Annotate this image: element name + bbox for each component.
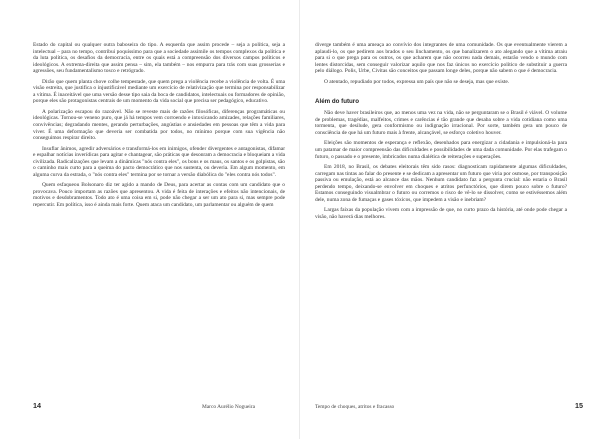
paragraph: Eleições são momentos de esperança e reflexão, desenhados para energizar a cidadania e impulsioná-la para um patamar de maior compreensão das dificuldades e possibilidades de uma dada comunidade. Por elas trafegam o futuro, o passado e o presente, imbricados numa dialética de reiterações e superações. [315,140,567,160]
section-title: Além do futuro [315,98,359,106]
paragraph: Não deve haver brasileiros que, ao menos uma vez na vida, não se perguntaram se o Brasil é viável. O volume de problemas, tragédias, malfeitos, crimes e carências é tão grande que desaba sobre a vida cotidiana como uma tormenta, que desilude, gera conformismo ou indignação irracional. Por sorte, também gera um pouco de consciência de que há um futuro mais à frente, alcançável, se esforço coletivo houver. [315,110,567,136]
paragraph: Quem esfaqueou Bolsonaro diz ter agido a mando de Deus, para acertar as contas com um candidato que o provocava. Pouco importam as razões que apresentou. A vida é feita de interações e efeitos não intencionais, de motivos e desdobramentos. Todo ato é uma coisa em si, pode não chegar a ser um ato para si, mas sempre pode repercutir. Em política, isso é ainda mais forte. Quem ataca um candidato, um parlamentar ou alguém de quem [33,182,285,209]
page-number: 14 [33,401,41,410]
running-head: Tempo de choques, atritos e fracasso [315,404,395,410]
paragraph: O atentado, repudiado por todos, expressa um país que não se deseja, mas que existe. [324,78,510,85]
right-text-column [315,42,567,220]
paragraph: Insuflar ânimos, agredir adversários e transformá-los em inimigos, ofender divergentes e antagonistas, difamar e espalhar notícias inverídicas para agitar e chantagear, são práticas que desonram a democracia e bloqueiam a vida civilizada. Radicalizações que levam a dinâmicas "nós contra eles", os bons e os maus, os santos e os golpistas, são o caminho mais curto para a queima do pacto democrático que nos sustenta, ou deveria. Em algum momento, em alguma curva da estrada, o "nós contra eles" termina por se tornar a versão diabólica do "eles contra nós todos". [33,145,285,178]
paragraph: A polarização escapou do razoável. Não se reveste mais de razões filosóficas, diferenças programáticas ou ideológicas. Tornou-se veneno puro, que já há tempos vem corroendo e intoxicando amizades, relações familiares, convivências; degradando mentes, gerando perturbações, angústias e ansiedades em pessoas que têm a vida para viver. É uma deformação que deveria ser combatida por todos, no mínimo porque com sua vigência não conseguimos respirar direito. [33,108,285,142]
left-text-column [33,42,285,209]
running-head: Marco Aurélio Nogueira [202,404,255,410]
paragraph: diverge também é uma ameaça ao convívio dos integrantes de uma comunidade. Os que eventualmente vierem a aplaudi-lo, os que pedirem aos brados o seu linchamento, os que banalizarem o ato alegando que a vítima atraiu para si o que prega para os outros, os que acharem que não ocorreu nada demais, estarão vendo o mundo com lentes distorcidas, sem conseguir valorizar aquilo que nos faz únicos no exercício político de substituir a guerra pelo diálogo. Polis, Urbe, Civitas são conceitos que passam longe deles, porque não sabem o que é democracia. [315,42,567,75]
paragraph: Dirão que quem planta chove colhe tempestade, que quem prega a violência recebe a violência de volta. É uma visão estreita, que justifica o injustificável mediante um exercício de relativização que termina por responsabilizar a vítima. É inaceitável que uma versão desse tipo saia da boca de candidatos, intelectuais ou formadores de opinião, porque eles são protagonistas centrais de um momento da vida social que precisa ser pedagógico, educativo. [33,78,285,105]
paragraph: Em 2018, no Brasil, os debates eleitorais têm sido rasos: diagnosticam rapidamente algumas dificuldades, carregam nas tintas ao falar do presente e se dedicam a apresentar um futuro que viria por osmose, por transposição passiva ou emulação, está ao alcance das mãos. Nenhum candidato faz a pergunta crucial: não estaria o Brasil perdendo tempo, deixando-se envolver em choques e atritos perfunctórios, que direm pouco sobre o futuro? Estamos conseguindo visualmbrar o futuro ou corremos o risco de vê-lo se dissolver, como se estivéssemos além dele, numa zona de fumaças e gases tóxicos, que impedem a visão e inebriam? [315,164,567,203]
paragraph: Largas faixas da população vivem com a impressão de que, no curto prazo da história, até onde pode chegar a visão, não haverá dias melhores. [315,207,567,220]
paragraph: Estado do capital ou qualquer outra baboseira do tipo. A esquerda que assim procede – seja a política, seja a intelectual – para no tempo, contribui poquíssimo para que a sociedade assimile os tempos complexos da política e da luta política, os desafios da democracia, entre os quais está a compreensão dos diversos campos políticos e ideológicos. A extrema-direita que assim pensa – sim, ela também – nos empurra para trás com suas grosserias e agressões, seu fundamentalismo tosco e retrógrado. [33,42,285,75]
page-number: 15 [575,401,583,410]
right-page [300,0,600,439]
